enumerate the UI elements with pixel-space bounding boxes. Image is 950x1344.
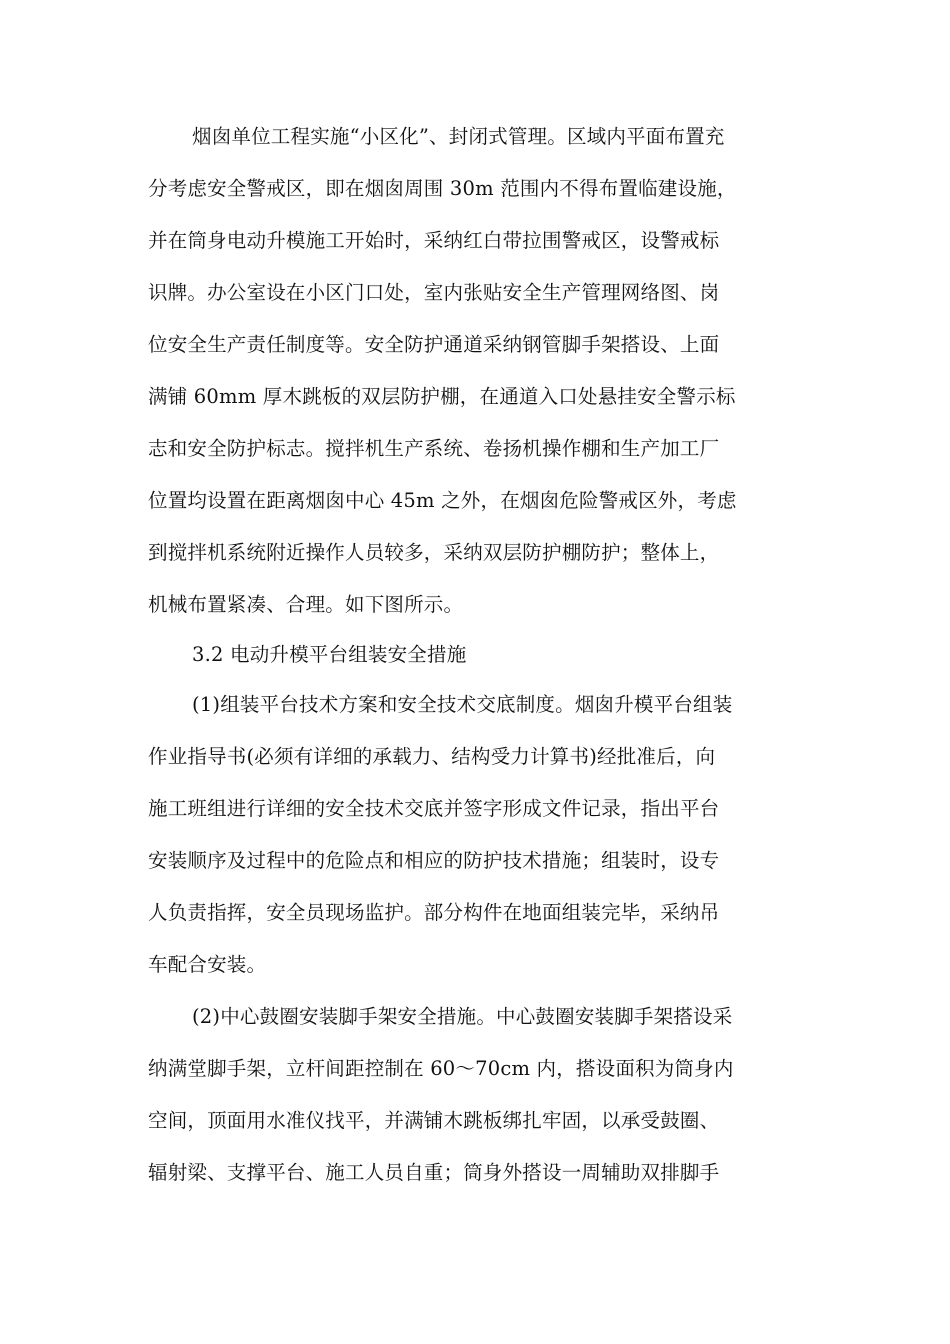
text-line: 烟囱单位工程实施“小区化”、封闭式管理。区域内平面布置充 <box>192 125 725 148</box>
text-line: 人负责指挥，安全员现场监护。部分构件在地面组装完毕，采纳吊 <box>148 901 720 924</box>
text-line: 安装顺序及过程中的危险点和相应的防护技术措施；组装时，设专 <box>148 849 720 872</box>
paragraph-assembly-plan <box>148 679 808 991</box>
text-line: (1)组装平台技术方案和安全技术交底制度。烟囱升模平台组装 <box>192 693 733 716</box>
text-line: 并在筒身电动升模施工开始时，采纳红白带拉围警戒区，设警戒标 <box>148 229 720 252</box>
text-line: 位置均设置在距离烟囱中心 45m 之外，在烟囱危险警戒区外，考虑 <box>148 489 737 512</box>
text-line: 车配合安装。 <box>148 953 267 976</box>
paragraph-scaffold-measures <box>148 991 808 1199</box>
text-line: 机械布置紧凑、合理。如下图所示。 <box>148 593 464 616</box>
text-line: 识牌。办公室设在小区门口处，室内张贴安全生产管理网络图、岗 <box>148 281 720 304</box>
text-line: 分考虑安全警戒区，即在烟囱周围 30m 范围内不得布置临建设施， <box>148 177 737 200</box>
text-line: 到搅拌机系统附近操作人员较多，采纳双层防护棚防护；整体上， <box>148 541 720 564</box>
text-line: 满铺 60mm 厚木跳板的双层防护棚，在通道入口处悬挂安全警示标 <box>148 385 736 408</box>
text-line: 位安全生产责任制度等。安全防护通道采纳钢管脚手架搭设、上面 <box>148 333 720 356</box>
text-line: 志和安全防护标志。搅拌机生产系统、卷扬机操作棚和生产加工厂 <box>148 437 720 460</box>
text-line: 辐射梁、支撑平台、施工人员自重；筒身外搭设一周辅助双排脚手 <box>148 1161 720 1184</box>
text-line: 纳满堂脚手架，立杆间距控制在 60～70cm 内，搭设面积为筒身内 <box>148 1057 734 1080</box>
heading-text: 3.2 电动升模平台组装安全措施 <box>192 643 467 666</box>
paragraph-site-management <box>148 111 808 631</box>
section-heading <box>148 629 808 681</box>
text-line: 作业指导书(必须有详细的承载力、结构受力计算书)经批准后，向 <box>148 745 716 768</box>
text-line: (2)中心鼓圈安装脚手架安全措施。中心鼓圈安装脚手架搭设采 <box>192 1005 733 1028</box>
text-line: 施工班组进行详细的安全技术交底并签字形成文件记录，指出平台 <box>148 797 720 820</box>
text-line: 空间，顶面用水准仪找平，并满铺木跳板绑扎牢固，以承受鼓圈、 <box>148 1109 720 1132</box>
